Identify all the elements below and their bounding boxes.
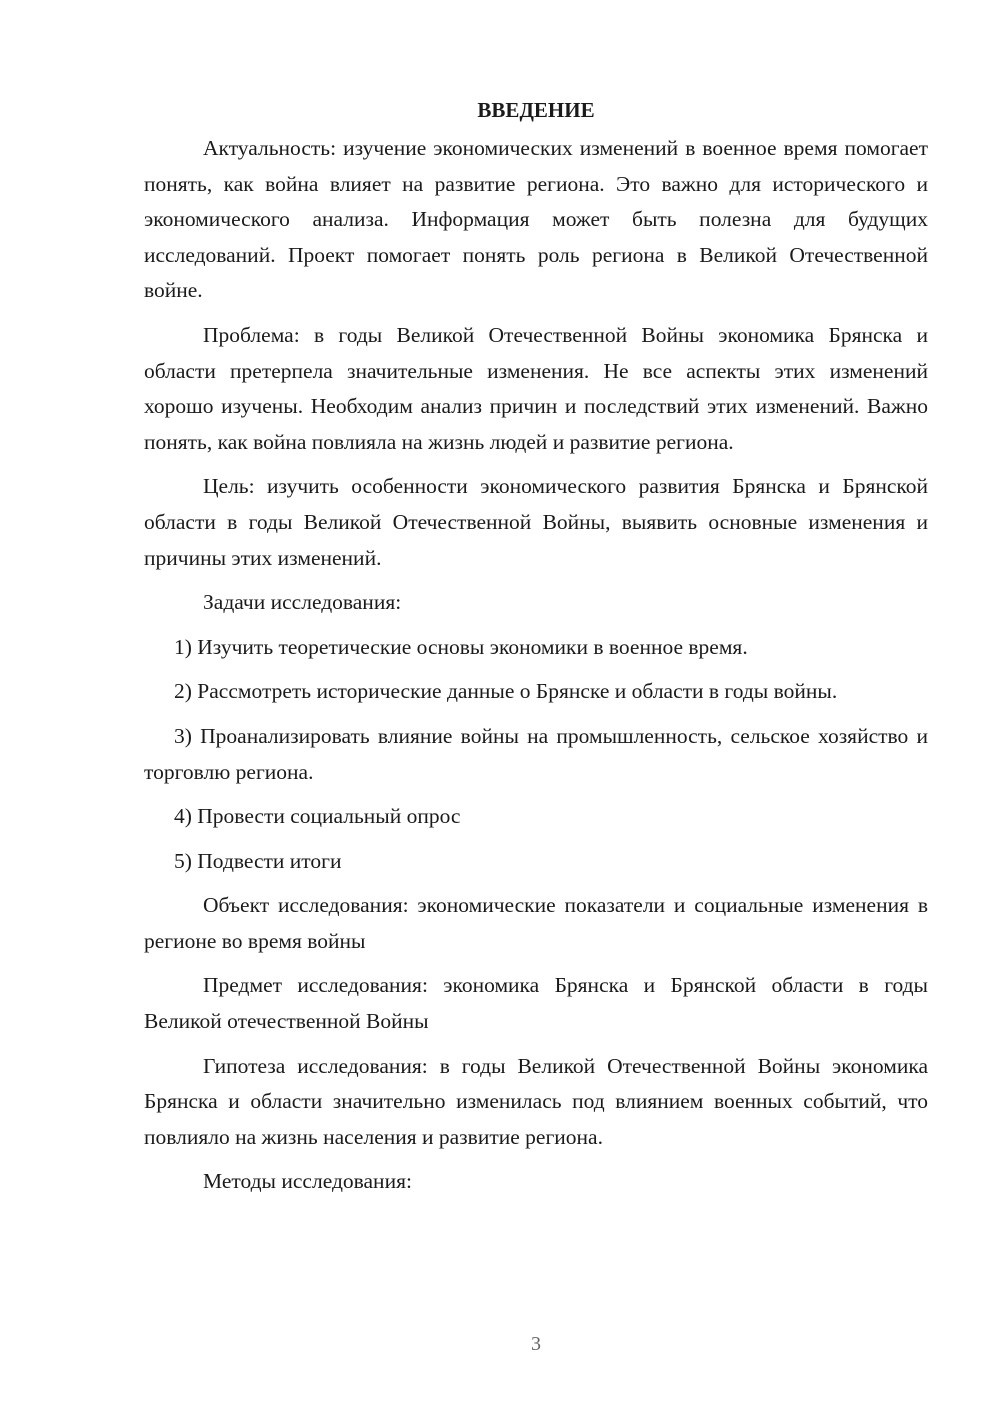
paragraph-relevance: Актуальность: изучение экономических изменений в военное время помогает понять, как война влияет на развитие региона. Это важно для исторического и экономического анализа. Информация может быть полезна для будущих исследований. Проект помогает понять роль региона в Великой Отечественной войне.: [144, 136, 928, 303]
task-item-1: 1) Изучить теоретические основы экономики в военное время.: [174, 634, 748, 659]
task-item-3: 3) Проанализировать влияние войны на промышленность, сельское хозяйство и торговлю региона.: [144, 723, 928, 784]
paragraph-goal: Цель: изучить особенности экономического развития Брянска и Брянской области в годы Великой Отечественной Войны, выявить основные изменения и причины этих изменений.: [144, 474, 928, 570]
paragraph-tasks-heading: Задачи исследования:: [203, 590, 402, 615]
page-number: 3: [531, 1333, 541, 1355]
paragraph-hypothesis: Гипотеза исследования: в годы Великой Отечественной Войны экономика Брянска и области значительно изменилась под влиянием военных событий, что повлияло на жизнь населения и развитие региона.: [144, 1053, 928, 1149]
paragraph-subject: Предмет исследования: экономика Брянска и Брянской области в годы Великой отечественной Войны: [144, 973, 928, 1034]
task-item-4: 4) Провести социальный опрос: [174, 804, 461, 829]
task-item-5: 5) Подвести итоги: [174, 848, 342, 873]
paragraph-object: Объект исследования: экономические показатели и социальные изменения в регионе во время войны: [144, 893, 928, 953]
document-page: [144, 92, 928, 1209]
task-list: [144, 630, 928, 880]
section-title: ВВЕДЕНИЕ: [477, 98, 595, 122]
paragraph-problem: Проблема: в годы Великой Отечественной Войны экономика Брянска и области претерпела значительные изменения. Не все аспекты этих изменений хорошо изучены. Необходим анализ причин и последствий этих изменений. Важно понять, как война повлияла на жизнь людей и развитие региона.: [144, 322, 928, 454]
task-item-2: 2) Рассмотреть исторические данные о Брянске и области в годы войны.: [174, 679, 838, 704]
paragraph-methods: Методы исследования:: [203, 1169, 412, 1194]
